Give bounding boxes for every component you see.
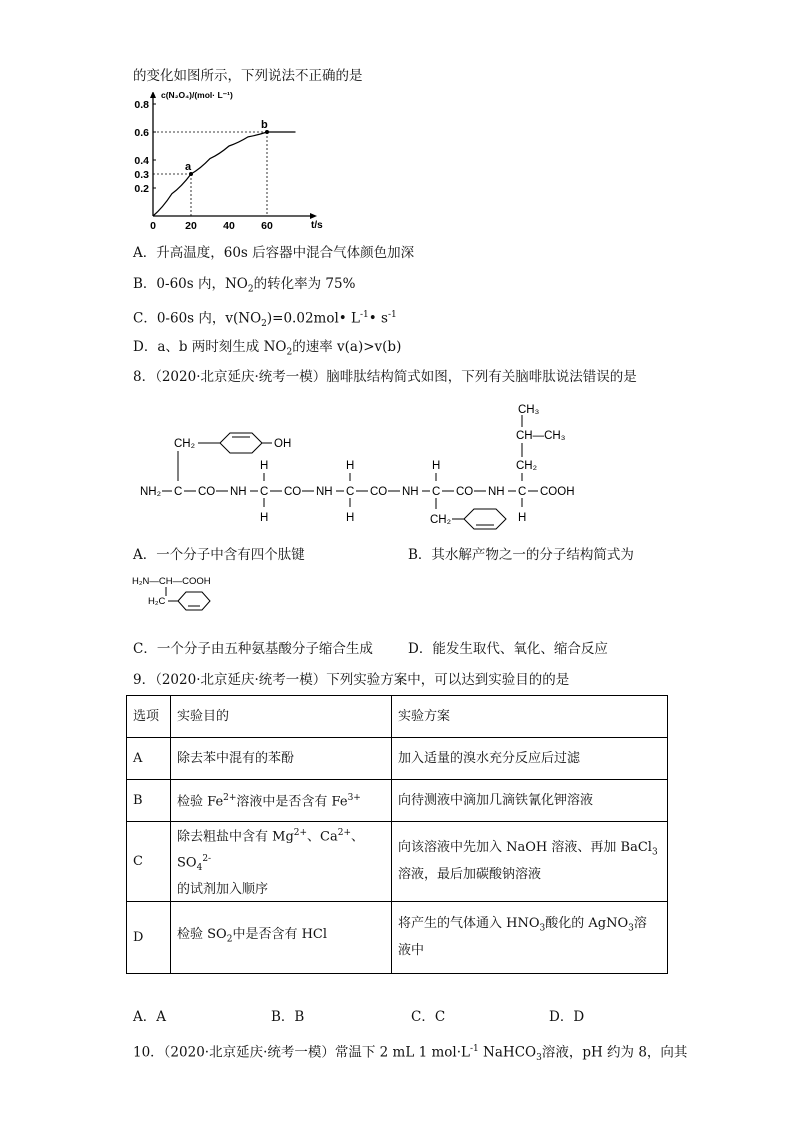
x-tick-label: 20	[185, 220, 197, 232]
struct-ch2-top: CH₂	[174, 438, 196, 450]
y-axis-arrow	[150, 92, 156, 98]
question-8-stem: 8．（2020·北京延庆·统考一模）脑啡肽结构简式如图，下列有关脑啡肽说法错误的是	[133, 369, 637, 385]
option-8a: A．一个分子中含有四个肽键	[133, 547, 305, 563]
option-8b: B．其水解产物之一的分子结构简式为	[408, 547, 634, 563]
table-row: D 检验 $SO_2$中是否含有 HCl 将产生的气体通入 $HNO_3$酸化的 AgNO$_3$溶 液中	[127, 902, 668, 974]
y-tick-label: 0.6	[134, 127, 149, 139]
point-label-a: a	[185, 161, 192, 173]
svg-text:C: C	[518, 486, 527, 498]
svg-text:NH: NH	[230, 486, 247, 498]
choice-9c: C．C	[411, 1009, 446, 1025]
question-intro: 的变化如图所示，下列说法不正确的是	[133, 68, 363, 84]
y-tick-label: 0.8	[134, 99, 149, 111]
x-tick-label: 40	[223, 220, 235, 232]
table-row: B 检验 $Fe^{2+}$溶液中是否含有 $Fe^{3+}$ 向待测液中滴加几滴铁氰化钾溶液	[127, 780, 668, 822]
svg-text:COOH: COOH	[540, 486, 575, 498]
svg-text:C: C	[260, 486, 269, 498]
svg-text:H: H	[432, 460, 441, 472]
svg-text:H: H	[346, 460, 355, 472]
option-7c: C．0-60s 内，$v(NO_2)=0.02mol•$ $L^{-1}•$ $s^{-1}$	[133, 310, 397, 330]
table-row: C 除去粗盐中含有 $Mg^{2+}$、$Ca^{2+}$、$SO_4^{2-}$ 的试剂加入顺序 向该溶液中先加入 NaOH 溶液、再加 BaCl$_3$ 溶液，最后加碳酸钠溶液	[127, 822, 668, 902]
struct-nh2: NH₂	[140, 486, 162, 498]
benzene-ring-small	[178, 592, 210, 610]
choice-9d: D．D	[549, 1009, 585, 1025]
point-label-b: b	[261, 119, 268, 131]
svg-text:C: C	[346, 486, 355, 498]
concentration-chart	[125, 92, 345, 232]
svg-text:H₂N—CH—COOH: H₂N—CH—COOH	[132, 576, 211, 587]
y-axis-label: c(N₂O₄)/(mol· L⁻¹)	[161, 92, 233, 100]
svg-text:H: H	[260, 512, 269, 524]
struct-ch3-top: CH₃	[518, 404, 540, 416]
question-10-stem: 10．（2020·北京延庆·统考一模）常温下 2 mL 1 $mol\cdot L^{-1}$ NaHCO$_3$溶液，pH 约为 8，向其	[133, 1044, 688, 1064]
option-7a: A．升高温度，60s 后容器中混合气体颜色加深	[133, 245, 415, 261]
struct-ch-ch3: CH—CH₃	[516, 430, 566, 442]
svg-text:CO: CO	[456, 486, 474, 498]
benzene-ring-top	[220, 433, 262, 453]
option-8d: D．能发生取代、氧化、缩合反应	[408, 641, 608, 657]
svg-text:NH: NH	[316, 486, 333, 498]
phenylalanine-structure	[130, 572, 240, 622]
x-axis-label: t/s	[311, 220, 323, 231]
table-header-row: 选项 实验目的 实验方案	[127, 696, 668, 738]
choice-9b: B．B	[271, 1009, 305, 1025]
svg-text:CO: CO	[370, 486, 388, 498]
svg-text:CO: CO	[284, 486, 302, 498]
option-7d: D．a、b 两时刻生成 $NO_2$的速率 v(a)>v(b)	[133, 339, 402, 358]
table-row: A 除去苯中混有的苯酚 加入适量的溴水充分反应后过滤	[127, 738, 668, 780]
enkephalin-structure	[130, 397, 590, 532]
option-7b: B．0-60s 内，$NO_2$的转化率为 75%	[133, 276, 356, 295]
x-tick-label: 60	[261, 220, 273, 232]
svg-text:NH: NH	[402, 486, 419, 498]
struct-oh: OH	[274, 438, 292, 450]
experiment-table	[126, 695, 668, 974]
svg-text:C: C	[432, 486, 441, 498]
svg-text:C: C	[174, 486, 183, 498]
svg-text:H: H	[260, 460, 269, 472]
svg-text:NH: NH	[488, 486, 505, 498]
svg-text:H₂C: H₂C	[148, 596, 166, 607]
svg-text:H: H	[518, 512, 527, 524]
struct-ch2-bottom: CH₂	[430, 514, 452, 526]
y-tick-label: 0.3	[134, 169, 149, 181]
svg-text:H: H	[346, 512, 355, 524]
option-8c: C．一个分子由五种氨基酸分子缩合生成	[133, 641, 373, 657]
struct-ch2-right: CH₂	[516, 460, 538, 472]
y-tick-label: 0.2	[134, 183, 149, 195]
choice-9a: A．A	[133, 1009, 166, 1025]
svg-text:CO: CO	[198, 486, 216, 498]
x-axis-arrow	[310, 213, 317, 219]
question-9-stem: 9．（2020·北京延庆·统考一模）下列实验方案中，可以达到实验目的的是	[133, 672, 570, 688]
y-tick-label: 0.4	[134, 155, 149, 167]
x-tick-label: 0	[150, 220, 156, 232]
benzene-ring-bottom	[464, 509, 506, 529]
